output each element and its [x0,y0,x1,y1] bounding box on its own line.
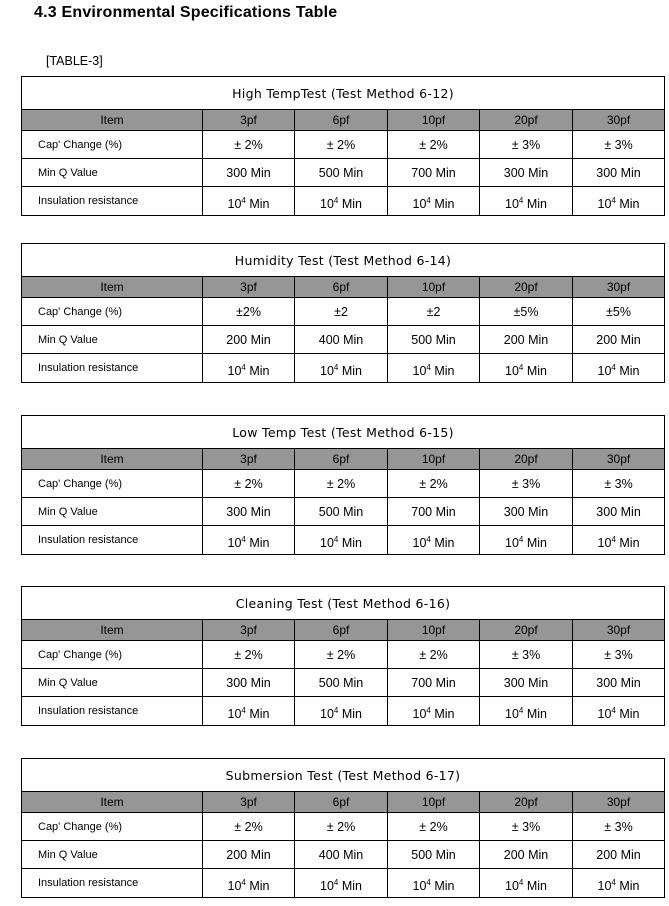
table-cell: ±2 [295,298,388,326]
table-cell: 300 Min [203,159,295,187]
row-label: Cap' Change (%) [22,813,203,841]
table-row-insulation [22,869,665,898]
insulation-base: 10 [227,536,242,550]
insulation-exponent: 4 [611,706,616,715]
row-label: Cap' Change (%) [22,641,203,669]
column-header-item: Item [22,449,203,470]
column-header-c1: 3pf [203,449,295,470]
insulation-suffix: Min [245,197,270,211]
table-cell: 200 Min [480,326,573,354]
insulation-base: 10 [412,879,427,893]
insulation-base: 10 [505,879,519,893]
row-label: Insulation resistance [22,869,203,898]
row-label: Min Q Value [22,841,203,869]
table-title: Submersion Test (Test Method 6-17) [22,759,665,792]
column-header-c3: 10pf [388,449,480,470]
insulation-exponent: 4 [426,535,431,544]
table-cell [295,697,388,726]
insulation-exponent: 4 [518,878,524,887]
table-cell: 400 Min [295,326,388,354]
table-cell: ± 3% [573,641,665,669]
table-row-cap-change [22,813,665,841]
column-header-c5: 30pf [573,792,665,813]
column-header-c2: 6pf [295,110,388,131]
table-cell: ± 2% [203,131,295,159]
spec-table [21,415,665,555]
insulation-base: 10 [412,364,427,378]
row-label: Cap' Change (%) [22,131,203,159]
table-title: Cleaning Test (Test Method 6-16) [22,587,665,620]
row-label: Min Q Value [22,498,203,526]
insulation-exponent: 4 [333,878,339,887]
table-cell [388,526,480,555]
insulation-base: 10 [320,197,334,211]
insulation-suffix: Min [523,707,547,721]
table-cell [480,187,573,216]
insulation-suffix: Min [615,707,640,721]
table-cell: 500 Min [295,669,388,697]
insulation-exponent: 4 [333,196,339,205]
insulation-exponent: 4 [333,535,339,544]
table-cell: ± 2% [388,131,480,159]
row-label: Insulation resistance [22,697,203,726]
table-row-cap-change [22,298,665,326]
table-cell [388,869,480,898]
table-cell [203,869,295,898]
insulation-base: 10 [412,197,427,211]
table-cell: ±5% [573,298,665,326]
spec-table [21,758,665,898]
insulation-exponent: 4 [518,706,524,715]
table-cell: ± 2% [295,131,388,159]
row-label: Min Q Value [22,159,203,187]
table-row-cap-change [22,470,665,498]
column-header-c4: 20pf [480,277,573,298]
insulation-suffix: Min [615,197,640,211]
column-header-c2: 6pf [295,620,388,641]
table-row-insulation [22,526,665,555]
insulation-base: 10 [320,879,334,893]
table-cell: ±5% [480,298,573,326]
insulation-suffix: Min [615,879,640,893]
table-cell [573,526,665,555]
insulation-suffix: Min [523,364,547,378]
table-cell [573,869,665,898]
table-cell [203,697,295,726]
table-cell [295,526,388,555]
insulation-base: 10 [412,707,427,721]
insulation-suffix: Min [338,364,362,378]
spec-table [21,243,665,383]
column-header-item: Item [22,277,203,298]
table-row-min-q [22,841,665,869]
column-header-c4: 20pf [480,792,573,813]
table-cell: 200 Min [573,326,665,354]
insulation-exponent: 4 [241,196,246,205]
insulation-exponent: 4 [426,196,431,205]
column-header-item: Item [22,110,203,131]
row-label: Insulation resistance [22,526,203,555]
insulation-base: 10 [597,707,612,721]
insulation-suffix: Min [523,879,547,893]
insulation-suffix: Min [430,536,455,550]
table-cell [480,526,573,555]
table-cell [480,697,573,726]
insulation-suffix: Min [615,364,640,378]
table-cell: ±2 [388,298,480,326]
table-row-min-q [22,669,665,697]
table-cell: 300 Min [480,159,573,187]
table-row-min-q [22,326,665,354]
table-cell: 300 Min [573,669,665,697]
table-cell: ± 3% [480,641,573,669]
insulation-exponent: 4 [611,535,616,544]
insulation-base: 10 [505,364,519,378]
row-label: Insulation resistance [22,354,203,383]
insulation-suffix: Min [245,364,270,378]
table-row-cap-change [22,641,665,669]
insulation-suffix: Min [338,707,362,721]
column-header-c5: 30pf [573,620,665,641]
table-cell: 300 Min [203,669,295,697]
insulation-base: 10 [227,197,242,211]
insulation-exponent: 4 [611,196,616,205]
column-header-c4: 20pf [480,620,573,641]
insulation-base: 10 [505,707,519,721]
insulation-base: 10 [597,197,612,211]
table-cell: 500 Min [388,841,480,869]
header-row [22,620,665,641]
table-cell [295,187,388,216]
insulation-base: 10 [597,879,612,893]
table-cell: ± 2% [295,641,388,669]
table-row-min-q [22,159,665,187]
insulation-base: 10 [227,707,242,721]
insulation-suffix: Min [338,197,362,211]
insulation-exponent: 4 [241,878,246,887]
table-cell [480,869,573,898]
insulation-base: 10 [597,536,612,550]
table-cell [388,354,480,383]
insulation-suffix: Min [338,536,362,550]
table-cell: ± 2% [203,470,295,498]
insulation-base: 10 [320,364,334,378]
insulation-suffix: Min [430,364,455,378]
table-cell: 500 Min [388,326,480,354]
insulation-base: 10 [320,536,334,550]
row-label: Cap' Change (%) [22,298,203,326]
table-cell: ± 3% [573,813,665,841]
table-cell [388,697,480,726]
table-cell: ± 2% [203,641,295,669]
header-row [22,449,665,470]
table-row-insulation [22,697,665,726]
table-row-insulation [22,354,665,383]
insulation-suffix: Min [430,879,455,893]
table-cell: 200 Min [203,326,295,354]
insulation-suffix: Min [615,536,640,550]
insulation-exponent: 4 [241,363,246,372]
column-header-c2: 6pf [295,792,388,813]
insulation-exponent: 4 [426,878,431,887]
insulation-exponent: 4 [518,535,524,544]
table-cell: ± 3% [573,131,665,159]
table-cell: 200 Min [203,841,295,869]
insulation-exponent: 4 [611,878,616,887]
insulation-exponent: 4 [518,196,524,205]
table-cell: ± 2% [203,813,295,841]
column-header-c3: 10pf [388,620,480,641]
table-cell: 300 Min [203,498,295,526]
table-row-min-q [22,498,665,526]
table-title: High TempTest (Test Method 6-12) [22,77,665,110]
insulation-base: 10 [227,879,242,893]
table-row-cap-change [22,131,665,159]
insulation-base: 10 [320,707,334,721]
table-cell: 300 Min [573,159,665,187]
column-header-c3: 10pf [388,110,480,131]
table-cell: 500 Min [295,159,388,187]
row-label: Min Q Value [22,669,203,697]
insulation-exponent: 4 [518,363,524,372]
insulation-base: 10 [597,364,612,378]
page-title: 4.3 Environmental Specifications Table [34,4,338,21]
insulation-exponent: 4 [241,535,246,544]
column-header-c3: 10pf [388,792,480,813]
table-cell [203,354,295,383]
table-cell [203,187,295,216]
table-cell [480,354,573,383]
insulation-exponent: 4 [333,706,339,715]
insulation-base: 10 [412,536,427,550]
insulation-suffix: Min [245,707,270,721]
table-cell: 700 Min [388,498,480,526]
table-cell: 300 Min [480,498,573,526]
table-row-insulation [22,187,665,216]
insulation-suffix: Min [245,879,270,893]
insulation-exponent: 4 [241,706,246,715]
insulation-base: 10 [505,536,519,550]
table-cell: 700 Min [388,669,480,697]
table-title: Humidity Test (Test Method 6-14) [22,244,665,277]
header-row [22,792,665,813]
column-header-c2: 6pf [295,449,388,470]
table-cell: 200 Min [573,841,665,869]
table-cell: 200 Min [480,841,573,869]
column-header-c5: 30pf [573,110,665,131]
table-cell: ±2% [203,298,295,326]
insulation-exponent: 4 [426,706,431,715]
insulation-exponent: 4 [333,363,339,372]
insulation-base: 10 [505,197,519,211]
table-cell: ± 2% [388,470,480,498]
insulation-suffix: Min [523,197,547,211]
table-cell: ± 3% [480,813,573,841]
spec-table [21,76,665,216]
table-cell [295,354,388,383]
row-label: Min Q Value [22,326,203,354]
header-row [22,277,665,298]
column-header-c5: 30pf [573,277,665,298]
table-cell: 300 Min [573,498,665,526]
table-cell: 400 Min [295,841,388,869]
table-cell [203,526,295,555]
table-cell: 300 Min [480,669,573,697]
column-header-c1: 3pf [203,110,295,131]
column-header-item: Item [22,620,203,641]
table-cell [295,869,388,898]
table-title: Low Temp Test (Test Method 6-15) [22,416,665,449]
insulation-suffix: Min [338,879,362,893]
insulation-exponent: 4 [426,363,431,372]
insulation-suffix: Min [430,707,455,721]
insulation-suffix: Min [430,197,455,211]
insulation-base: 10 [227,364,242,378]
table-cell: ± 2% [388,641,480,669]
table-cell: ± 2% [295,813,388,841]
column-header-c5: 30pf [573,449,665,470]
column-header-c3: 10pf [388,277,480,298]
table-cell [573,187,665,216]
table-cell: ± 3% [480,470,573,498]
column-header-c4: 20pf [480,449,573,470]
insulation-suffix: Min [523,536,547,550]
row-label: Cap' Change (%) [22,470,203,498]
column-header-c1: 3pf [203,620,295,641]
insulation-exponent: 4 [611,363,616,372]
table-cell [573,354,665,383]
insulation-suffix: Min [245,536,270,550]
table-cell: 500 Min [295,498,388,526]
table-cell: 700 Min [388,159,480,187]
table-cell [573,697,665,726]
spec-table [21,586,665,726]
table-cell: ± 2% [388,813,480,841]
table-cell [388,187,480,216]
table-cell: ± 3% [573,470,665,498]
column-header-item: Item [22,792,203,813]
column-header-c2: 6pf [295,277,388,298]
table-cell: ± 2% [295,470,388,498]
column-header-c1: 3pf [203,792,295,813]
row-label: Insulation resistance [22,187,203,216]
column-header-c1: 3pf [203,277,295,298]
table-label: [TABLE-3] [46,54,103,68]
header-row [22,110,665,131]
table-cell: ± 3% [480,131,573,159]
column-header-c4: 20pf [480,110,573,131]
